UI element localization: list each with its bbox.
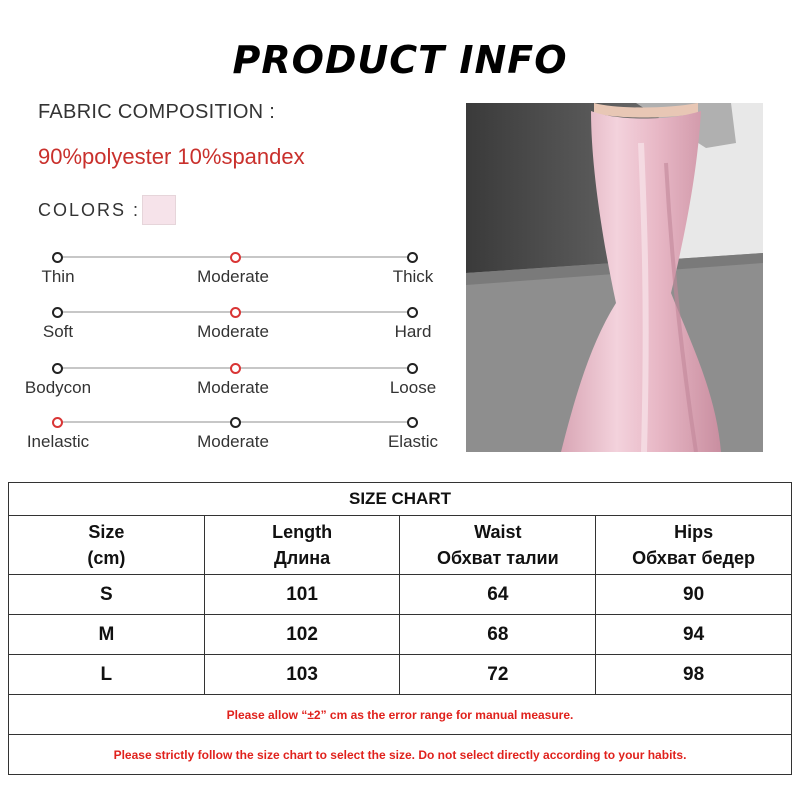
cell-waist: 68 bbox=[400, 615, 596, 655]
scale-dot-left-selected bbox=[52, 417, 63, 428]
cell-size: L bbox=[9, 655, 205, 695]
header-line: Waist bbox=[474, 522, 522, 542]
size-selection-note: Please strictly follow the size chart to select the size. Do not select directly according to your habits. bbox=[9, 735, 792, 775]
header-waist bbox=[400, 516, 596, 575]
fabric-composition-value: 90%polyester 10%spandex bbox=[38, 144, 305, 169]
fabric-composition-label: FABRIC COMPOSITION : bbox=[38, 101, 276, 123]
scale-label-left: Thin bbox=[41, 267, 75, 286]
scale-label-mid: Moderate bbox=[197, 432, 269, 451]
cell-length: 102 bbox=[204, 615, 400, 655]
scale-dot-mid bbox=[230, 417, 241, 428]
cell-size: M bbox=[9, 615, 205, 655]
size-chart-header-row bbox=[9, 516, 792, 575]
scale-dot-right bbox=[407, 363, 418, 374]
page-title: PRODUCT INFO bbox=[232, 38, 568, 82]
cell-length: 103 bbox=[204, 655, 400, 695]
softness-scale bbox=[0, 307, 470, 357]
size-chart-title: SIZE CHART bbox=[9, 483, 792, 516]
color-swatch-pink[interactable] bbox=[142, 195, 176, 225]
scale-dot-mid-selected bbox=[230, 252, 241, 263]
scale-dot-mid-selected bbox=[230, 363, 241, 374]
product-photo bbox=[466, 103, 763, 452]
scale-label-left: Bodycon bbox=[24, 378, 92, 397]
header-line: (cm) bbox=[87, 548, 126, 568]
header-line: Длина bbox=[273, 548, 331, 568]
table-row bbox=[9, 575, 792, 615]
thickness-scale bbox=[0, 252, 470, 302]
scale-dot-right bbox=[407, 252, 418, 263]
header-line: Length bbox=[272, 522, 333, 542]
table-row bbox=[9, 655, 792, 695]
table-row bbox=[9, 615, 792, 655]
scale-dot-right bbox=[407, 307, 418, 318]
scale-label-left: Inelastic bbox=[26, 432, 90, 451]
scale-dot-left bbox=[52, 363, 63, 374]
fit-scale bbox=[0, 363, 470, 413]
cell-hips: 90 bbox=[596, 575, 792, 615]
header-line: Hips bbox=[674, 522, 714, 542]
scale-dot-left bbox=[52, 307, 63, 318]
cell-waist: 72 bbox=[400, 655, 596, 695]
pink-satin-skirt-image bbox=[466, 103, 763, 452]
scale-label-mid: Moderate bbox=[197, 322, 269, 341]
scale-label-mid: Moderate bbox=[197, 267, 269, 286]
elasticity-scale bbox=[0, 417, 470, 467]
header-line: Size bbox=[88, 522, 125, 542]
header-length bbox=[204, 516, 400, 575]
scale-label-right: Elastic bbox=[387, 432, 439, 451]
scale-label-left: Soft bbox=[42, 322, 74, 341]
scale-label-right: Loose bbox=[389, 378, 437, 397]
scale-label-right: Thick bbox=[392, 267, 434, 286]
measure-error-note: Please allow “±2” cm as the error range for manual measure. bbox=[9, 695, 792, 735]
scale-label-right: Hard bbox=[394, 322, 432, 341]
colors-label: COLORS : bbox=[38, 200, 141, 220]
scale-dot-right bbox=[407, 417, 418, 428]
cell-waist: 64 bbox=[400, 575, 596, 615]
scale-dot-mid-selected bbox=[230, 307, 241, 318]
scale-dot-left bbox=[52, 252, 63, 263]
cell-size: S bbox=[9, 575, 205, 615]
header-hips bbox=[596, 516, 792, 575]
header-line: Обхват талии bbox=[436, 548, 559, 568]
scale-label-mid: Moderate bbox=[197, 378, 269, 397]
cell-hips: 98 bbox=[596, 655, 792, 695]
header-line: Обхват бедер bbox=[632, 548, 756, 568]
size-chart-table bbox=[8, 482, 792, 775]
cell-hips: 94 bbox=[596, 615, 792, 655]
cell-length: 101 bbox=[204, 575, 400, 615]
header-size bbox=[9, 516, 205, 575]
